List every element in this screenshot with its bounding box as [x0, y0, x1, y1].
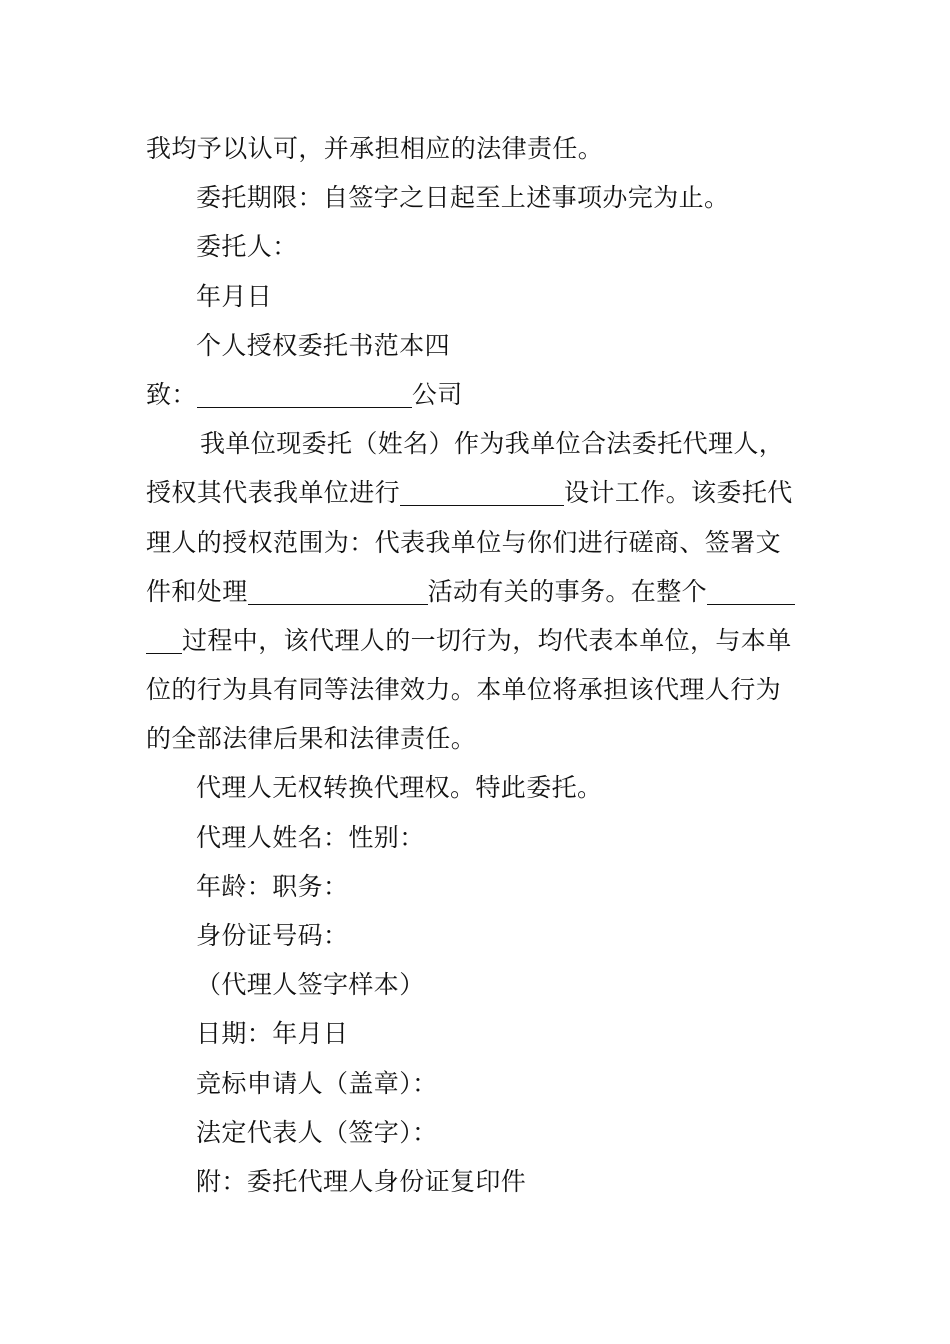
body-line-8: 的全部法律后果和法律责任。 [146, 724, 477, 754]
no-transfer-line: 代理人无权转换代理权。特此委托。 [196, 773, 603, 803]
body-line-6 [146, 616, 808, 665]
body-line-5 [146, 567, 808, 616]
body-line-1: 我均予以认可，并承担相应的法律责任。 [146, 134, 604, 163]
body-line-6-suffix: 过程中，该代理人的一切行为，均代表本单位，与本单 [182, 625, 792, 655]
legal-rep-signature: 法定代表人（签字）： [196, 1117, 438, 1147]
agent-age-position: 年龄：职务： [196, 871, 349, 901]
agent-signature-sample: （代理人签字样本） [196, 970, 425, 1000]
document-page [146, 124, 808, 1206]
process-blank-part-2 [146, 627, 182, 654]
attachment-note: 附：委托代理人身份证复印件 [196, 1166, 527, 1196]
body-line-3-prefix: 授权其代表我单位进行 [146, 478, 401, 508]
principal-label: 委托人： [196, 232, 298, 262]
term-line: 委托期限：自签字之日起至上述事项办完为止。 [196, 183, 730, 213]
activity-blank [248, 578, 428, 605]
date-line-2: 日期：年月日 [196, 1019, 349, 1049]
body-line-4: 理人的授权范围为：代表我单位与你们进行磋商、签署文 [146, 527, 782, 557]
body-line-3-suffix: 设计工作。该委托代 [564, 478, 793, 508]
addressee-prefix: 致： [146, 379, 197, 409]
body-line-5-prefix: 件和处理 [146, 576, 248, 606]
agent-id-number: 身份证号码： [196, 921, 349, 950]
body-line-2: 我单位现委托（姓名）作为我单位合法委托代理人， [200, 429, 785, 459]
addressee-line [146, 370, 808, 419]
addressee-suffix: 公司 [411, 379, 463, 409]
section-title: 个人授权委托书范本四 [196, 330, 451, 360]
process-blank-part-1 [707, 578, 795, 605]
body-line-3 [146, 468, 808, 517]
design-blank [400, 479, 564, 506]
body-line-7: 位的行为具有同等法律效力。本单位将承担该代理人行为 [146, 675, 782, 705]
date-line-1: 年月日 [196, 281, 273, 311]
applicant-seal: 竞标申请人（盖章）： [196, 1068, 438, 1098]
agent-name-gender: 代理人姓名：性别： [196, 822, 425, 852]
company-blank [197, 381, 412, 408]
body-line-5-middle: 活动有关的事务。在整个 [427, 576, 708, 606]
